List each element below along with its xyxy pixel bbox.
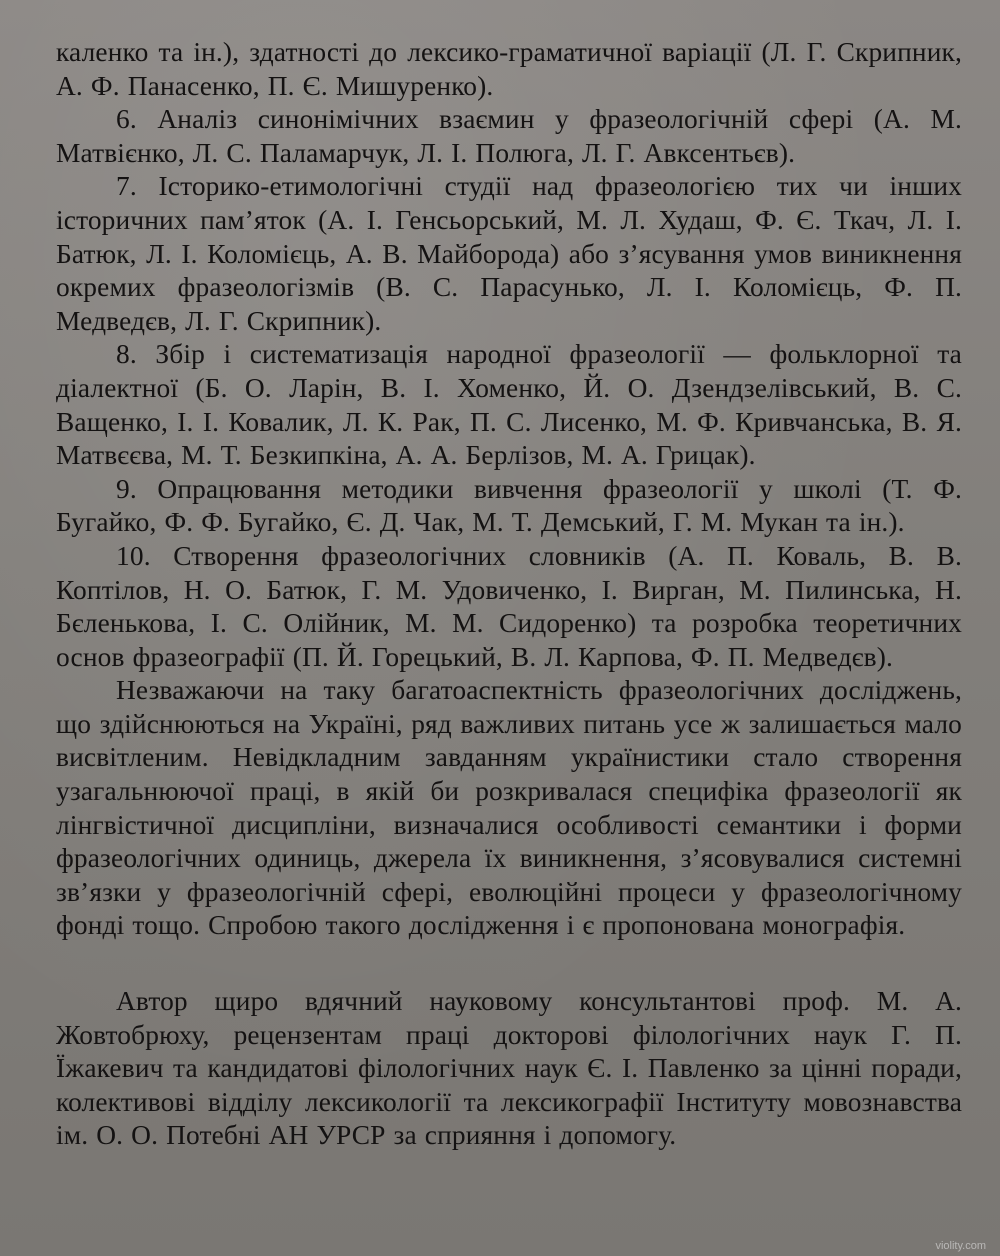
text-block [56, 36, 962, 1153]
list-item-8: 8. Збір і систематизація народної фразеології — фольклорної та діалектної (Б. О. Ларін, В. І. Хоменко, Й. О. Дзендзелівський, В. С. Ващенко, І. І. Ковалик, Л. К. Рак, П. С. Лисенко, М. Ф. Кривчанська, В. Я. Матвєєва, М. Т. Безкипкіна, А. А. Берлізов, М. А. Грицак). [56, 339, 962, 471]
acknowledgement-paragraph: Автор щиро вдячний науковому консультантові проф. М. А. Жовтобрюху, рецензентам праці докторові філологічних наук Г. П. Їжакевич та кандидатові філологічних наук Є. І. Павленко за цінні поради, колективові відділу лексикології та лексикографії Інституту мовознавства ім. О. О. Потебні АН УРСР за сприяння і допомогу. [56, 986, 962, 1151]
list-item-6: 6. Аналіз синонімічних взаємин у фразеологічній сфері (А. М. Матвієнко, Л. С. Паламарчук, Л. І. Полюга, Л. Г. Авксентьєв). [56, 104, 962, 168]
list-item-7: 7. Історико-етимологічні студії над фразеологією тих чи інших історичних пам’яток (А. І. Генсьорський, М. Л. Худаш, Ф. Є. Ткач, Л. І. Батюк, Л. І. Коломієць, А. В. Майборода) або з’ясування умов виникнення окремих фразеологізмів (В. С. Парасунько, Л. І. Коломієць, Ф. П. Медведєв, Л. Г. Скрипник). [56, 171, 962, 336]
list-item-9: 9. Опрацювання методики вивчення фразеології у школі (Т. Ф. Бугайко, Ф. Ф. Бугайко, Є. Д. Чак, М. Т. Демський, Г. М. Мукан та ін.). [56, 473, 962, 538]
watermark: violity.com [935, 1240, 986, 1252]
section-gap [56, 943, 962, 985]
list-item-10: 10. Створення фразеологічних словників (А. П. Коваль, В. В. Коптілов, Н. О. Батюк, Г. М. Удовиченко, І. Вирган, М. Пилинська, Н. Бєленькова, І. С. Олійник, М. М. Сидоренко) та розробка теоретичних основ фразеографії (П. Й. Горецький, В. Л. Карпова, Ф. П. Медведєв). [56, 540, 962, 672]
conclusion-paragraph: Незважаючи на таку багатоаспектність фразеологічних досліджень, що здійснюються на Україні, ряд важливих питань усе ж залишається мало висвітленим. Невідкладним завданням українистики стало створення узагальнюючої праці, в якій би розкривалася специфіка фразеології як лінгвістичної дисципліни, визначалися особливості семантики і форми фразеологічних одиниць, джерела їх виникнення, з’ясовувалися системні зв’язки у фразеологічній сфері, еволюційні процеси у фразеологічному фонді тощо. Спробою такого дослідження і є пропонована монографія. [56, 675, 962, 941]
intro-tail-paragraph: каленко та ін.), здатності до лексико-граматичної варіації (Л. Г. Скрипник, А. Ф. Панасенко, П. Є. Мишуренко). [56, 37, 962, 101]
